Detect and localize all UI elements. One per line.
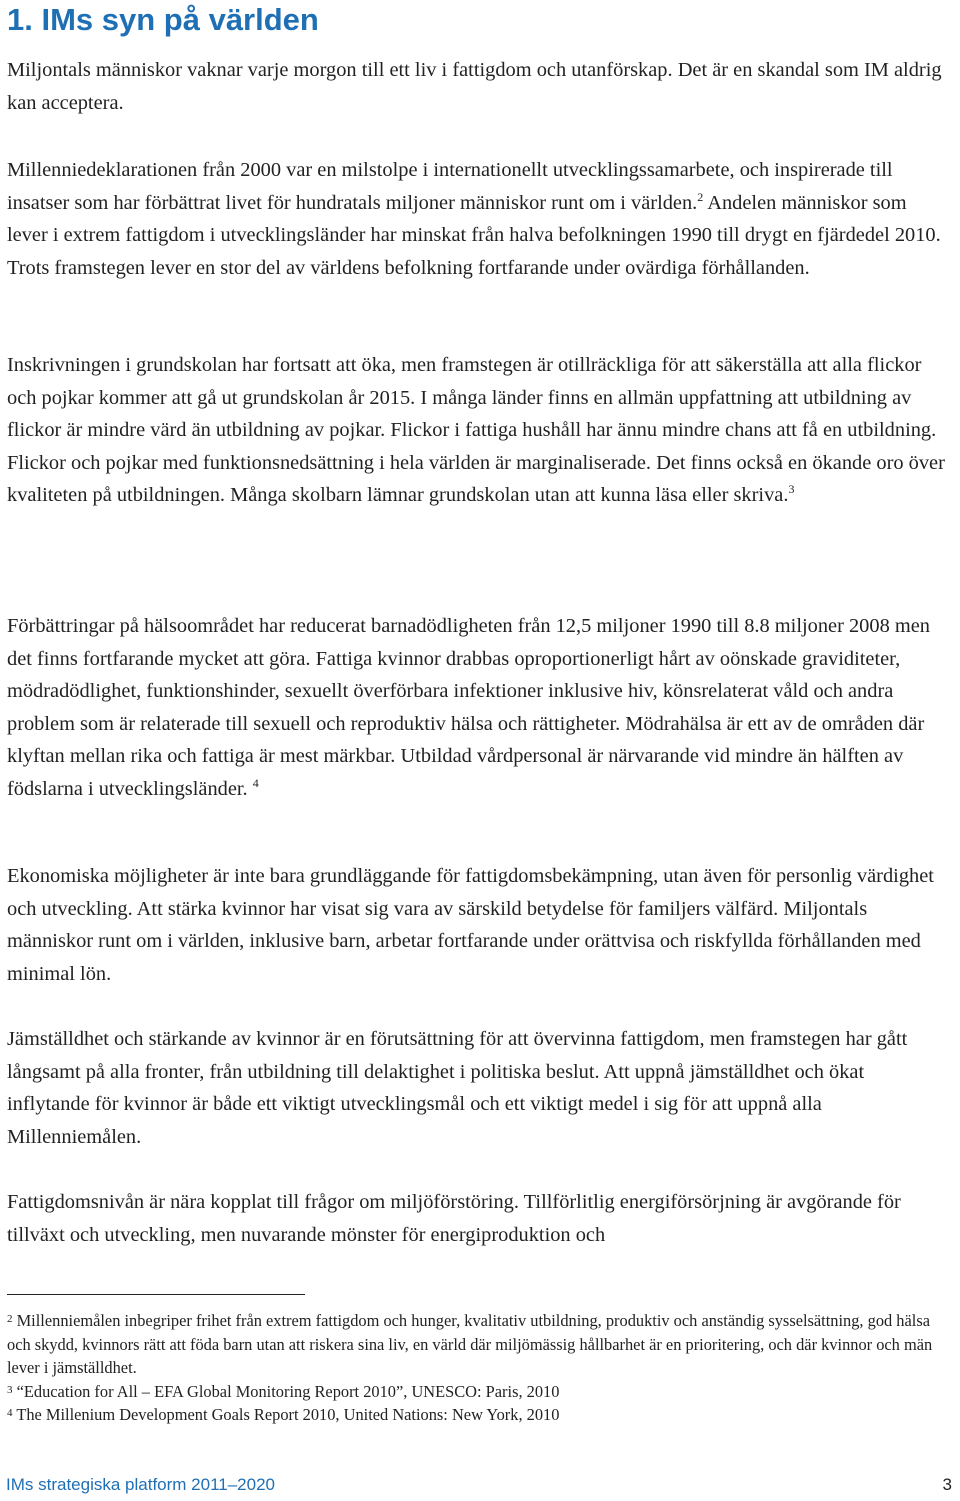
footnote-number: 3 [7,1383,13,1396]
paragraph-equality: Jämställdhet och stärkande av kvinnor är en förutsättning för att övervinna fattigdom, men framstegen har gått långsamt på alla fronter, från utbildning till delaktighet i politiska beslut. Att uppnå jämställdhet och ökat inflytande för kvinnor är både ett viktigt utvecklingsmål och ett viktigt medel i sig för att uppnå alla Millenniemålen. [7,1028,908,1148]
footer-title: IMs strategiska platform 2011–2020 [6,1475,275,1494]
footnote-text: The Millenium Development Goals Report 2010, United Nations: New York, 2010 [16,1405,560,1425]
footnotes [7,1309,937,1427]
paragraph-millennium [7,154,947,284]
footnote-ref-2[interactable]: 2 [697,189,704,204]
footnote-number: 2 [7,1313,13,1325]
paragraph-economy: Ekonomiska möjligheter är inte bara grundläggande för fattigdomsbekämpning, utan även för personlig värdighet och utveckling. Att stärka kvinnor har visat sig vara av särskild betydelse för familjers välfärd. Miljontals människor runt om i världen, inklusive barn, arbetar fortfarande under orättvisa och riskfyllda förhållanden med minimal lön. [7,865,934,985]
paragraph-millennium-text: Millenniedeklarationen från 2000 var en milstolpe i internationellt utvecklingssamarbete, och inspirerade till insatser som har förbättrat livet för hundratals miljoner människor runt om i världen. [7,159,893,214]
page-heading: 1. IMs syn på världen [7,2,319,37]
footnote-4 [7,1403,937,1427]
footnote-ref-3[interactable]: 3 [788,482,795,497]
footnote-2 [7,1309,937,1380]
footnote-text: “Education for All – EFA Global Monitoring Report 2010”, UNESCO: Paris, 2010 [16,1381,560,1401]
paragraph-education-text: Inskrivningen i grundskolan har fortsatt att öka, men framstegen är otillräckliga för att säkerställa att alla flickor och pojkar kommer att gå ut grundskolan år 2015. I många länder finns en allmän uppfattning att utbildning av flickor är mindre värd än utbildning av pojkar. Flickor i fattiga hushåll har ännu mindre chans att få en utbildning. Flickor och pojkar med funktionsnedsättning i hela världen är marginaliserade. Det finns också en ökande oro över kvaliteten på utbildningen. Många skolbarn lämnar grundskolan utan att kunna läsa eller skriva. [7,354,945,507]
paragraph-education [7,349,947,512]
footnote-number: 4 [7,1407,13,1420]
footnote-divider [7,1294,305,1295]
paragraph-millennium-text-cont: Andelen människor som lever i extrem fattigdom i utvecklingsländer har minskat från halva befolkningen 1990 till drygt en fjärdedel 2010. Trots framstegen lever en stor del av världens befolkning fortfarande under ovärdiga förhållanden. [7,191,941,279]
footnote-text: Millenniemålen inbegriper frihet från extrem fattigdom och hunger, kvalitativ utbildning, produktiv och anständig sysselsättning, god hälsa och skydd, kvinnors rätt att föda barn utan att riskera sina liv, en värld där miljömässig hållbarhet är en prioritering, och där kvinnor och män lever i jämställdhet. [7,1311,933,1378]
paragraph-health-text: Förbättringar på hälsoområdet har reducerat barnadödligheten från 12,5 miljoner 1990 till 8.8 miljoner 2008 men det finns fortfarande mycket att göra. Fattiga kvinnor drabbas oproportionerligt hårt av oönskade graviditeter, mödradödlighet, funktionshinder, sexuellt överförbara infektioner inklusive hiv, könsrelaterat våld och andra problem som är relaterade till sexuell och reproduktiv hälsa och rättigheter. Mödrahälsa är ett av de områden där klyftan mellan rika och fattiga är mest märkbar. Utbildad vårdpersonal är närvarande vid mindre än hälften av födslarna i utvecklingsländer. [7,615,930,800]
paragraph-intro: Miljontals människor vaknar varje morgon till ett liv i fattigdom och utanförskap. Det är en skandal som IM aldrig kan acceptera. [7,59,942,114]
footnote-3 [7,1380,937,1404]
paragraph-environment: Fattigdomsnivån är nära kopplat till frågor om miljöförstöring. Tillförlitlig energiförsörjning är avgörande för tillväxt och utveckling, men nuvarande mönster för energiproduktion och [7,1191,901,1246]
footnote-ref-4[interactable]: 4 [252,775,259,790]
paragraph-health [7,610,947,806]
page-number: 3 [942,1475,952,1494]
